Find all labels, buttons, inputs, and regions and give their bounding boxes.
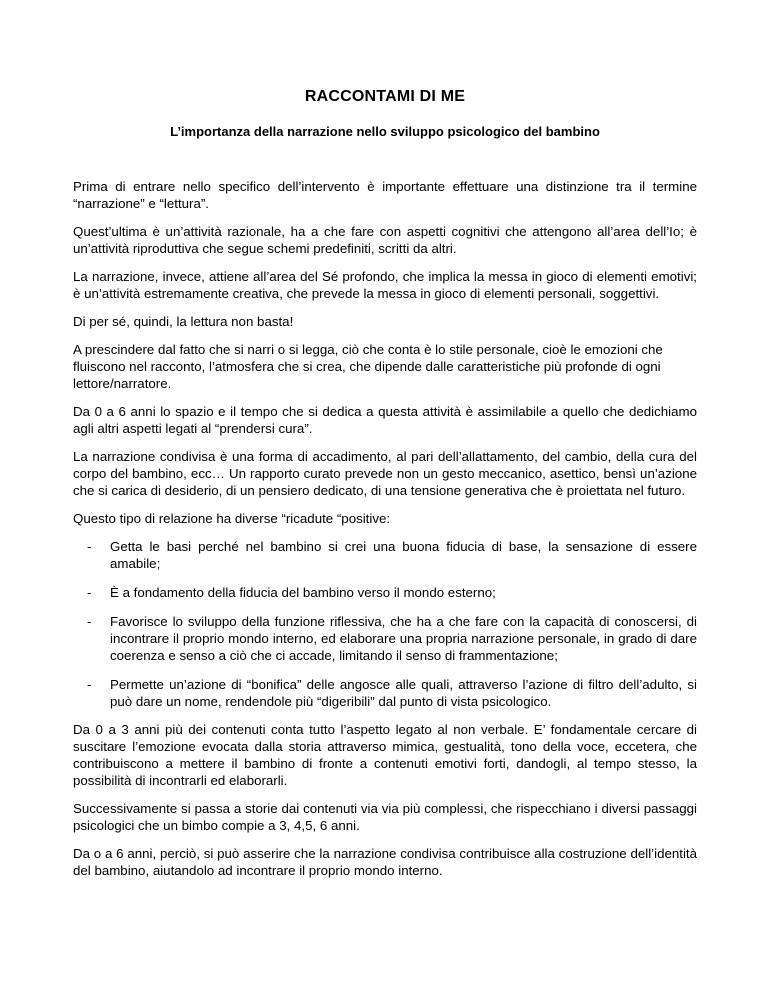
list-item-text: È a fondamento della fiducia del bambino verso il mondo esterno;: [110, 585, 496, 600]
paragraph: A prescindere dal fatto che si narri o si legga, ciò che conta è lo stile personale, cioè le emozioni che fluiscono nel racconto, l’atmosfera che si crea, che dipende dalle caratteristiche più profonde di ogni lettore/narratore.: [73, 342, 663, 391]
paragraph: Da 0 a 6 anni lo spazio e il tempo che si dedica a questa attività è assimilabile a quello che dedichiamo agli altri aspetti legati al “prendersi cura”.: [73, 404, 697, 436]
list-item-text: Permette un’azione di “bonifica” delle angosce alle quali, attraverso l’azione di filtro dell’adulto, si può dare un nome, rendendole più “digeribili” dal punto di vista psicologico.: [110, 677, 697, 709]
list-item-text: Getta le basi perché nel bambino si crei una buona fiducia di base, la sensazione di essere amabile;: [110, 539, 697, 571]
dash-marker: -: [87, 614, 92, 629]
paragraph: La narrazione condivisa è una forma di accadimento, al pari dell’allattamento, del cambio, della cura del corpo del bambino, ecc… Un rapporto curato prevede non un gesto meccanico, asettico, bensì un’azione che si carica di desiderio, di un pensiero dedicato, di una tensione generativa che è proiettata nel futuro.: [73, 449, 697, 498]
paragraph: Da 0 a 3 anni più dei contenuti conta tutto l’aspetto legato al non verbale. E’ fondamentale cercare di suscitare l’emozione evocata dalla storia attraverso mimica, gestualità, tono della voce, eccetera, che contribuiscono a mettere il bambino di fronte a contenuti emotivi forti, dandogli, al tempo stesso, la possibilità di incontrarli ed elaborarli.: [73, 722, 697, 788]
paragraph: Da o a 6 anni, perciò, si può asserire che la narrazione condivisa contribuisce alla costruzione dell’identità del bambino, aiutandolo ad incontrare il proprio mondo interno.: [73, 846, 697, 878]
list-item: [73, 613, 697, 664]
paragraph: La narrazione, invece, attiene all’area del Sé profondo, che implica la messa in gioco di elementi emotivi; è un’attività estremamente creativa, che prevede la messa in gioco di elementi personali, soggettivi.: [73, 269, 697, 301]
paragraph: Quest’ultima è un’attività razionale, ha a che fare con aspetti cognitivi che attengono all’area dell’Io; è un’attività riproduttiva che segue schemi predefiniti, scritti da altri.: [73, 224, 697, 256]
document-title: RACCONTAMI DI ME: [304, 88, 466, 105]
dash-marker: -: [87, 585, 92, 600]
list-item-text: Favorisce lo sviluppo della funzione riflessiva, che ha a che fare con la capacità di conoscersi, di incontrare il proprio mondo interno, ed elaborare una propria narrazione personale, in grado di dare coerenza e senso a ciò che ci accade, limitando il senso di frammentazione;: [110, 614, 697, 663]
dash-marker: -: [87, 539, 92, 554]
list-item: [73, 538, 697, 572]
paragraph: Successivamente si passa a storie dai contenuti via via più complessi, che rispecchiano i diversi passaggi psicologici che un bimbo compie a 3, 4,5, 6 anni.: [73, 801, 697, 833]
document-subtitle: L’importanza della narrazione nello sviluppo psicologico del bambino: [170, 124, 600, 139]
paragraph: Prima di entrare nello specifico dell’intervento è importante effettuare una distinzione tra il termine “narrazione” e “lettura”.: [73, 179, 697, 211]
paragraph: Questo tipo di relazione ha diverse “ricadute “positive:: [73, 511, 391, 526]
document-body: [73, 178, 697, 890]
dash-marker: -: [87, 677, 92, 692]
list-item: [73, 584, 697, 601]
list-item: [73, 676, 697, 710]
bullet-list: [73, 538, 697, 710]
paragraph: Di per sé, quindi, la lettura non basta!: [73, 314, 294, 329]
